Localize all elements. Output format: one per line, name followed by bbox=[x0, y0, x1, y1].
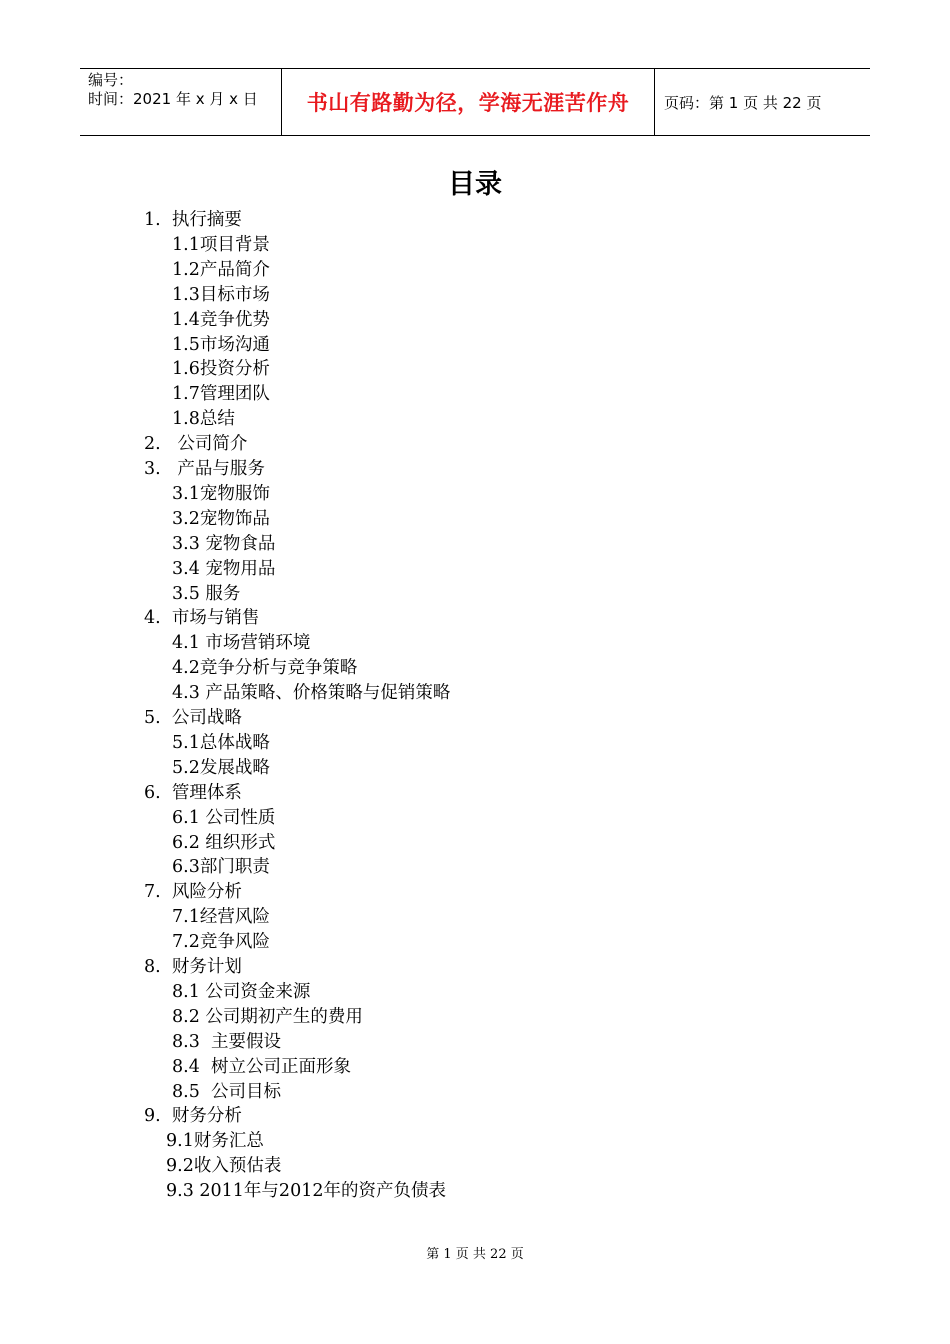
toc-entry[interactable]: 9.3 2011年与2012年的资产负债表 bbox=[166, 1181, 446, 1202]
toc-entry[interactable]: 5.2发展战略 bbox=[172, 757, 270, 778]
toc-entry[interactable]: 7.2竞争风险 bbox=[172, 932, 270, 953]
toc-entry[interactable]: 3.2宠物饰品 bbox=[172, 508, 270, 529]
toc-entry[interactable]: 8.4 树立公司正面形象 bbox=[172, 1056, 351, 1077]
toc-entry[interactable]: 2. 公司简介 bbox=[144, 434, 248, 455]
toc-entry[interactable]: 9. 财务分析 bbox=[144, 1106, 242, 1127]
toc-entry[interactable]: 1.6投资分析 bbox=[172, 359, 270, 380]
toc-entry[interactable]: 3.1宠物服饰 bbox=[172, 483, 270, 504]
page-footer: 第 1 页 共 22 页 bbox=[426, 1247, 524, 1262]
date-label: 时间：2021 年 x 月 x 日 bbox=[88, 90, 258, 108]
toc-entry[interactable]: 3.5 服务 bbox=[172, 583, 241, 604]
toc-entry[interactable]: 4.2竞争分析与竞争策略 bbox=[172, 658, 358, 679]
header-divider bbox=[654, 69, 655, 135]
toc-entry[interactable]: 9.1财务汇总 bbox=[166, 1131, 264, 1152]
toc-entry[interactable]: 1.4竞争优势 bbox=[172, 309, 270, 330]
toc-entry[interactable]: 9.2收入预估表 bbox=[166, 1156, 282, 1177]
toc-entry[interactable]: 3.4 宠物用品 bbox=[172, 558, 276, 579]
toc-entry[interactable]: 6.3部门职责 bbox=[172, 857, 270, 878]
toc-entry[interactable]: 8. 财务计划 bbox=[144, 957, 242, 977]
header-page-number: 页码：第 1 页 共 22 页 bbox=[664, 93, 822, 112]
toc-entry[interactable]: 1.2产品简介 bbox=[172, 259, 270, 280]
toc-entry[interactable]: 8.2 公司期初产生的费用 bbox=[172, 1006, 363, 1027]
toc-entry[interactable]: 8.3 主要假设 bbox=[172, 1031, 281, 1052]
header-info bbox=[88, 71, 278, 109]
toc-entry[interactable]: 3.3 宠物食品 bbox=[172, 533, 276, 554]
toc-entry[interactable]: 1.5市场沟通 bbox=[172, 334, 270, 355]
toc-entry[interactable]: 1.1项目背景 bbox=[172, 234, 270, 255]
toc-entry[interactable]: 7. 风险分析 bbox=[144, 882, 242, 903]
toc-entry[interactable]: 1.8总结 bbox=[172, 409, 235, 430]
document-title: 目录 bbox=[448, 169, 502, 200]
toc-entry[interactable]: 4. 市场与销售 bbox=[144, 608, 260, 629]
toc-entry[interactable]: 6.1 公司性质 bbox=[172, 807, 276, 828]
header-motto: 书山有路勤为径，学海无涯苦作舟 bbox=[306, 91, 630, 115]
toc-entry[interactable]: 1.7管理团队 bbox=[172, 384, 270, 405]
toc-entry[interactable]: 3. 产品与服务 bbox=[144, 459, 265, 479]
toc-entry[interactable]: 8.5 公司目标 bbox=[172, 1081, 281, 1102]
serial-number-label: 编号： bbox=[88, 71, 134, 89]
toc-entry[interactable]: 4.3 产品策略、价格策略与促销策略 bbox=[172, 683, 451, 704]
toc-entry[interactable]: 6. 管理体系 bbox=[144, 782, 242, 803]
toc-entry[interactable]: 4.1 市场营销环境 bbox=[172, 633, 311, 654]
toc-entry[interactable]: 1. 执行摘要 bbox=[144, 210, 242, 230]
toc-entry[interactable]: 5.1总体战略 bbox=[172, 732, 270, 753]
toc-entry[interactable]: 6.2 组织形式 bbox=[172, 832, 276, 853]
toc-entry[interactable]: 1.3目标市场 bbox=[172, 284, 270, 305]
toc-entry[interactable]: 8.1 公司资金来源 bbox=[172, 981, 311, 1002]
toc-entry[interactable]: 5. 公司战略 bbox=[144, 708, 242, 728]
page-header bbox=[80, 68, 870, 136]
toc-entry[interactable]: 7.1经营风险 bbox=[172, 907, 270, 928]
